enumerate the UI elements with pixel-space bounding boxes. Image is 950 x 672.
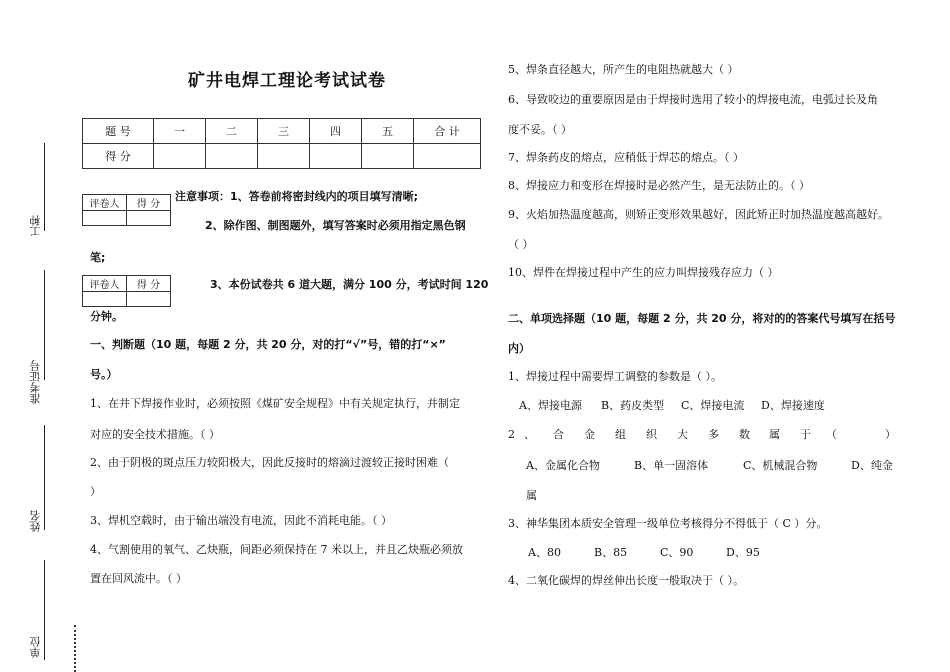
mc-question-2-char: 组 <box>615 428 626 441</box>
score-input-cell[interactable] <box>310 144 362 169</box>
score-input-cell[interactable] <box>206 144 258 169</box>
score-label: 得 分 <box>127 276 171 292</box>
mc-option-cont: 属 <box>526 489 537 502</box>
question-9-cont: （ ） <box>508 238 534 251</box>
reviewer-table <box>82 275 171 307</box>
question-2-cont: ） <box>90 485 101 498</box>
binding-line <box>44 270 45 380</box>
score-header-cell: 题 号 <box>83 119 154 144</box>
question-9: 9、火焰加热温度越高，则矫正变形效果越好，因此矫正时加热温度越高越好。 <box>508 208 889 221</box>
mc-option: A、金属化合物 <box>526 459 600 472</box>
binding-line <box>44 560 45 660</box>
mc-question-2-char: 、 <box>524 428 535 441</box>
mc-question-2-char: 属 <box>769 428 780 441</box>
score-input-cell[interactable] <box>154 144 206 169</box>
mc-question-2-char: 多 <box>708 428 719 441</box>
score-header-cell: 五 <box>362 119 414 144</box>
score-header-cell: 一 <box>154 119 206 144</box>
mc-option: D、纯金 <box>851 459 893 472</box>
mc-question-2-char: 合 <box>553 428 564 441</box>
score-input[interactable] <box>127 211 171 226</box>
mc-option: A、80 <box>528 546 561 559</box>
question-1-cont: 对应的安全技术措施。（ ） <box>90 428 220 441</box>
mc-option: B、药皮类型 <box>601 399 665 412</box>
question-6: 6、导致咬边的重要原因是由于焊接时选用了较小的焊接电流，电弧过长及角 <box>508 93 878 106</box>
side-label-name: 姓名 <box>29 510 42 532</box>
side-label-unit: 单位 <box>29 636 42 658</box>
section1-title-cont: 号。） <box>90 368 118 381</box>
mc-question-2-char: ） <box>885 428 896 441</box>
reviewer-label: 评卷人 <box>83 276 127 292</box>
question-4-cont: 置在回风流中。（ ） <box>90 572 187 585</box>
side-label-exam-id: 准考证号 <box>29 360 42 404</box>
score-table <box>82 118 481 169</box>
score-row-label: 得 分 <box>83 144 154 169</box>
mc-question-2-char: 大 <box>677 428 688 441</box>
reviewer-table <box>82 194 171 226</box>
score-input[interactable] <box>127 292 171 307</box>
question-6-cont: 度不妥。（ ） <box>508 123 572 136</box>
mc-option: D、焊接速度 <box>761 399 825 412</box>
question-4: 4、气割使用的氧气、乙炔瓶，间距必须保持在 7 米以上，并且乙炔瓶必须放 <box>90 543 463 556</box>
score-header-cell: 三 <box>258 119 310 144</box>
mc-option: B、单一固溶体 <box>634 459 709 472</box>
reviewer-input[interactable] <box>83 211 127 226</box>
mc-question-3: 3、神华集团本质安全管理一级单位考核得分不得低于（ C ）分。 <box>508 517 828 530</box>
mc-option: D、95 <box>726 546 760 559</box>
mc-question-2-char: 于 <box>800 428 811 441</box>
section2-title-cont: 内） <box>508 342 530 355</box>
binding-line <box>44 425 45 530</box>
question-5: 5、焊条直径越大，所产生的电阻热就越大（ ） <box>508 63 739 76</box>
mc-question-2-char: 金 <box>584 428 595 441</box>
score-input-cell[interactable] <box>414 144 481 169</box>
section2-title: 二、单项选择题（10 题，每题 2 分，共 20 分，将对的的答案代号填写在括号 <box>508 312 896 325</box>
section1-title: 一、判断题（10 题，每题 2 分，共 20 分，对的打“√”号，错的打“×” <box>90 338 446 351</box>
question-1: 1、在井下焊接作业时，必须按照《煤矿安全规程》中有关规定执行，并制定 <box>90 397 460 410</box>
binding-line <box>44 143 45 231</box>
note-1: 注意事项：1、答卷前将密封线内的项目填写清晰; <box>175 190 419 203</box>
score-input-cell[interactable] <box>362 144 414 169</box>
mc-option: C、90 <box>660 546 694 559</box>
question-2: 2、由于阴极的斑点压力较阳极大，因此反接时的熔滴过渡较正接时困难（ <box>90 456 449 469</box>
score-header-cell: 二 <box>206 119 258 144</box>
page-title: 矿井电焊工理论考试试卷 <box>188 71 386 91</box>
mc-option: C、机械混合物 <box>743 459 818 472</box>
note-3: 3、本份试卷共 6 道大题，满分 100 分，考试时间 120 <box>210 278 489 291</box>
question-8: 8、焊接应力和变形在焊接时是必然产生，是无法防止的。（ ） <box>508 179 810 192</box>
mc-question-2-char: 织 <box>646 428 657 441</box>
note-2: 2、除作图、制图题外，填写答案时必须用指定黑色钢 <box>205 219 466 232</box>
question-7: 7、焊条药皮的熔点，应稍低于焊芯的熔点。（ ） <box>508 151 744 164</box>
note-3-cont: 分钟。 <box>90 310 123 323</box>
mc-option: A、焊接电源 <box>519 399 582 412</box>
reviewer-label: 评卷人 <box>83 195 127 211</box>
reviewer-input[interactable] <box>83 292 127 307</box>
question-10: 10、焊件在焊接过程中产生的应力叫焊接残存应力（ ） <box>508 266 779 279</box>
mc-option: C、焊接电流 <box>681 399 745 412</box>
score-header-cell: 合 计 <box>414 119 481 144</box>
side-label-trade: 工种 <box>29 215 42 237</box>
mc-question-1: 1、焊接过程中需要焊工调整的参数是（ ）。 <box>508 370 722 383</box>
score-header-cell: 四 <box>310 119 362 144</box>
score-input-cell[interactable] <box>258 144 310 169</box>
mc-question-2-char: 数 <box>739 428 750 441</box>
mc-question-4: 4、二氧化碳焊的焊丝伸出长度一般取决于（ ）。 <box>508 574 744 587</box>
mc-option: B、85 <box>594 546 628 559</box>
seal-dotted-line <box>74 625 76 672</box>
question-3: 3、焊机空载时，由于输出端没有电流，因此不消耗电能。（ ） <box>90 514 392 527</box>
mc-question-2-char: 2 <box>508 428 515 441</box>
note-2-cont: 笔; <box>90 251 106 264</box>
mc-question-2-char: （ <box>826 428 837 441</box>
score-label: 得 分 <box>127 195 171 211</box>
